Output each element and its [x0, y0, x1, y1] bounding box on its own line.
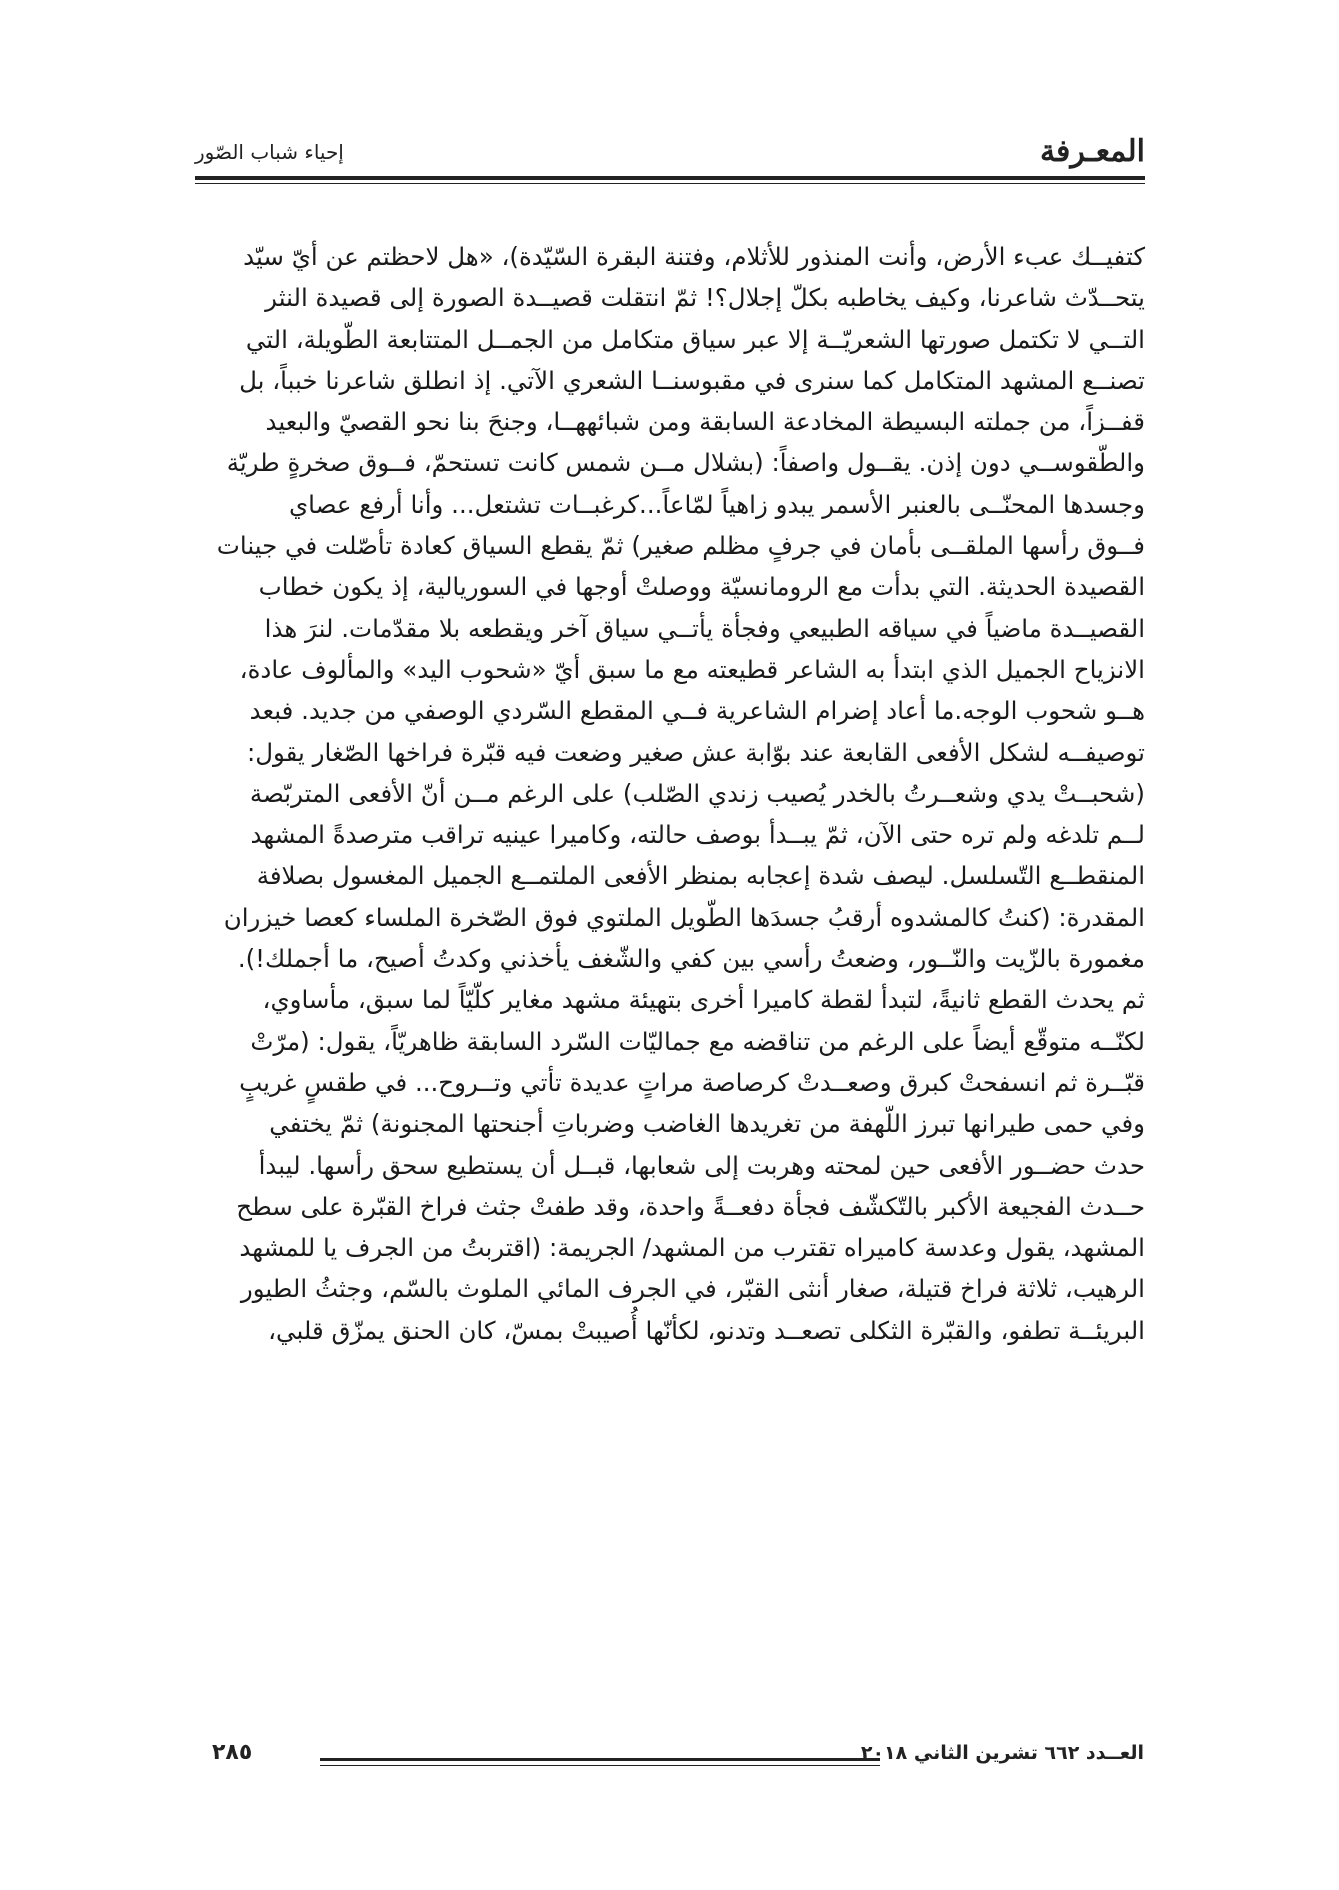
text-line: التــي لا تكتمل صورتها الشعريّــة إلا عبر سياق متكامل من الجمــل المتتابعة الطّويلة، التي: [245, 324, 1145, 354]
text-line: كتفيــك عبء الأرض، وأنت المنذور للأثلام، وفتنة البقرة السّيّدة)، «هل لاحظتم عن أيّ سيّد: [243, 242, 1145, 271]
text-line: الرهيب، ثلاثة فراخ قتيلة، صغار أنثى القبّر، في الجرف المائي الملوث بالسّم، وجثثُ الطيور: [240, 1274, 1145, 1304]
text-line: المشهد، يقول وعدسة كاميراه تقترب من المشهد/ الجريمة: (اقتربتُ من الجرف يا للمشهد: [239, 1233, 1145, 1263]
text-line: لــم تلدغه ولم تره حتى الآن، ثمّ يبــدأ بوصف حالته، وكاميرا عينيه تراقب مترصدةً المشهد: [250, 820, 1145, 850]
text-line: القصيدة الحديثة. التي بدأت مع الرومانسيّة ووصلتْ أوجها في السوريالية، إذ يكون خطاب: [258, 572, 1145, 602]
text-line: مغمورة بالزّيت والنّــور، وضعتُ رأسي بين كفي والشّغف يأخذني وكدتُ أصيح، ما أجملك!).: [237, 944, 1145, 974]
text-line: قفــزاً، من جملته البسيطة المخادعة السابقة ومن شبائههــا، وجنحَ بنا نحو القصيّ والبعيد: [265, 407, 1145, 437]
text-line: (شحبــتْ يدي وشعــرتُ بالخدر يُصيب زندي الصّلب) على الرغم مــن أنّ الأفعى المتربّصة: [249, 778, 1145, 808]
footer-divider: [320, 1758, 880, 1761]
header-divider: [195, 176, 1145, 180]
page-number: ٢٨٥: [212, 1740, 253, 1765]
magazine-logo: المعـرفة: [1039, 134, 1145, 169]
text-line: تصنــع المشهد المتكامل كما سنرى في مقبوسنــا الشعري الآتي. إذ انطلق شاعرنا خبباً، بل: [239, 365, 1145, 395]
article-body: [195, 236, 1145, 1351]
text-line: فــوق رأسها الملقــى بأمان في جرفٍ مظلم صغير) ثمّ يقطع السياق كعادة تأصّلت في جينات: [216, 531, 1145, 561]
text-line: المقدرة: (كنتُ كالمشدوه أرقبُ جسدَها الطّويل الملتوي فوق الصّخرة الملساء كعصا خيزران: [223, 902, 1145, 932]
text-line: ثم يحدث القطع ثانيةً، لتبدأ لقطة كاميرا أخرى بتهيئة مشهد مغاير كلّيّاً لما سبق، مأساوي،: [262, 985, 1145, 1015]
text-line: يتحــدّث شاعرنا، وكيف يخاطبه بكلّ إجلال؟! ثمّ انتقلت قصيــدة الصورة إلى قصيدة النثر: [265, 283, 1145, 313]
footer-divider-thin: [320, 1765, 880, 1766]
text-line: البريئــة تطفو، والقبّرة الثكلى تصعــد وتدنو، لكأنّها أُصيبتْ بمسّ، كان الحنق يمزّق قلبي،: [268, 1315, 1145, 1345]
text-line: قبّــرة ثم انسفحتْ كبرق وصعــدتْ كرصاصة مراتٍ عديدة تأتي وتــروح... في طقسٍ غريبٍ: [239, 1067, 1145, 1097]
text-line: حدث حضــور الأفعى حين لمحته وهربت إلى شعابها، قبــل أن يستطيع سحق رأسها. ليبدأ: [258, 1150, 1145, 1180]
text-line: والطّقوســي دون إذن. يقــول واصفاً: (بشلال مــن شمس كانت تستحمّ، فــوق صخرةٍ طريّة: [226, 448, 1145, 478]
text-line: لكنّــه متوقّع أيضاً على الرغم من تناقضه مع جماليّات السّرد السابقة ظاهريّاً، يقول: (مرّتْ: [250, 1026, 1145, 1056]
text-line: المنقطــع التّسلسل. ليصف شدة إعجابه بمنظر الأفعى الملتمــع الجميل المغسول بصلافة: [256, 861, 1145, 891]
text-line: هــو شحوب الوجه.ما أعاد إضرام الشاعرية فــي المقطع السّردي الوصفي من جديد. فبعد: [249, 696, 1145, 726]
header-divider-thin: [195, 183, 1145, 184]
running-title: إحياء شباب الصّور: [195, 140, 344, 164]
text-line: القصيــدة ماضياً في سياقه الطبيعي وفجأة يأتــي سياق آخر ويقطعه بلا مقدّمات. لنرَ هذا: [264, 613, 1145, 643]
page-header: [195, 130, 1145, 170]
text-line: وفي حمى طيرانها تبرز اللّهفة من تغريدها الغاضب وضرباتِ أجنحتها المجنونة) ثمّ يختفي: [269, 1109, 1145, 1139]
issue-label: العــدد ٦٦٢ تشرين الثاني ٢٠١٨: [860, 1742, 1144, 1764]
text-line: وجسدها المحنّــى بالعنبر الأسمر يبدو زاهياً لمّاعاً...كرغبــات تشتعل... وأنا أرفع عصاي: [289, 489, 1145, 519]
text-line: الانزياح الجميل الذي ابتدأ به الشاعر قطيعته مع ما سبق أيّ «شحوب اليد» والمألوف عادة،: [239, 654, 1145, 684]
text-line: توصيفــه لشكل الأفعى القابعة عند بوّابة عش صغير وضعت فيه قبّرة فراخها الصّغار يقول:: [246, 737, 1145, 767]
text-line: حــدث الفجيعة الأكبر بالتّكشّف فجأة دفعــةً واحدة، وقد طفتْ جثث فراخ القبّرة على سطح: [236, 1191, 1145, 1221]
